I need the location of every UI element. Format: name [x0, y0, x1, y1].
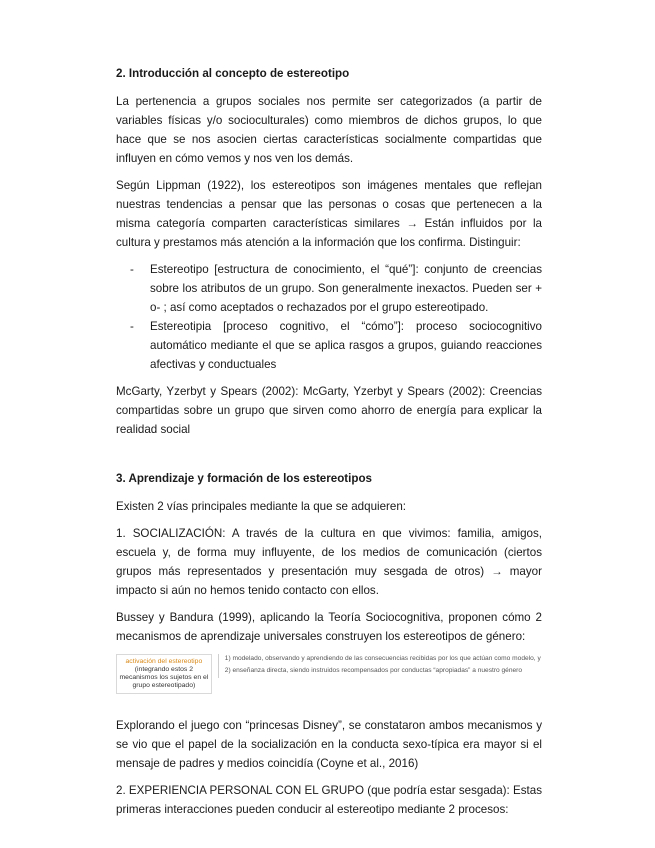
bullet-dash: - — [130, 263, 134, 276]
section-2-paragraph-2: Según Lippman (1922), los estereotipos son imágenes mentales que reflejan nuestras tendencias a pensar que las personas o cosas que pertenecen a la misma categoría comparten características similares → Están influidos por la cultura y prestamos más atención a la información que los confirma. Distinguir: — [116, 179, 542, 249]
figure-left-box — [116, 654, 212, 694]
section-3-paragraph-1: Existen 2 vías principales mediante la que se adquieren: — [116, 500, 407, 513]
figure-right-box — [218, 654, 542, 678]
distinction-list — [116, 260, 542, 374]
section-3-paragraph-3: Bussey y Bandura (1999), aplicando la Teoría Sociocognitiva, proponen cómo 2 mecanismos de aprendizaje universales construyen los estereotipos de género: — [116, 611, 542, 643]
section-2-paragraph-1: La pertenencia a grupos sociales nos permite ser categorizados (a partir de variables físicas y/o socioculturales) como miembros de dichos grupos, lo que hace que se nos asocien ciertas características socialmente compartidas que influyen en cómo vemos y nos ven los demás. — [116, 95, 542, 165]
mechanisms-figure — [116, 654, 542, 704]
section-3-paragraph-5: 2. EXPERIENCIA PERSONAL CON EL GRUPO (que podría estar sesgada): Estas primeras interacciones pueden conducir al estereotipo mediante 2 procesos: — [116, 784, 542, 816]
figure-mechanism-1: 1) modelado, observando y aprendiendo de las consecuencias recibidas por los que actúan como modelo, y — [224, 655, 541, 662]
figure-mechanism-2: 2) enseñanza directa, siendo instruidos recompensados por conductas “apropiadas” a nuestro género — [224, 667, 523, 674]
document-page — [116, 64, 542, 827]
section-2-paragraph-3: McGarty, Yzerbyt y Spears (2002): McGarty, Yzerbyt y Spears (2002): Creencias compartidas sobre un grupo que sirven como ahorro de energía para explicar la realidad social — [116, 385, 542, 436]
section-3-paragraph-4: Explorando el juego con “princesas Disney”, se constataron ambos mecanismos y se vio que el papel de la socialización en la conducta sexo-típica era mayor si el mensaje de padres y medios coincidía (Coyne et al., 2016) — [116, 719, 542, 770]
bullet-dash: - — [130, 320, 134, 333]
figure-left-title: activación del estereotipo — [125, 658, 203, 665]
list-item-text: Estereotipia [proceso cognitivo, el “cómo”]: proceso sociocognitivo automático mediante el que se aplica rasgos a grupos, guiando reacciones afectivas y conductuales — [150, 320, 542, 371]
list-item-text: Estereotipo [estructura de conocimiento, el “qué”]: conjunto de creencias sobre los atributos de un grupo. Son generalmente inexactos. Pueden ser + o- ; así como aceptados o rechazados por el grupo estereotipado. — [150, 263, 542, 314]
figure-left-body: (integrando estos 2 mecanismos los sujetos en el grupo estereotipado) — [119, 666, 209, 689]
list-item — [116, 317, 542, 374]
section-3-paragraph-2: 1. SOCIALIZACIÓN: A través de la cultura en que vivimos: familia, amigos, escuela y, de forma muy influyente, de los medios de comunicación (ciertos grupos más representados y presentación muy sesgada de otros) → mayor impacto si aún no hemos tenido contacto con ellos. — [116, 527, 542, 597]
section-2-heading: 2. Introducción al concepto de estereotipo — [116, 67, 350, 80]
list-item — [116, 260, 542, 317]
section-3-heading: 3. Aprendizaje y formación de los estereotipos — [116, 472, 372, 485]
